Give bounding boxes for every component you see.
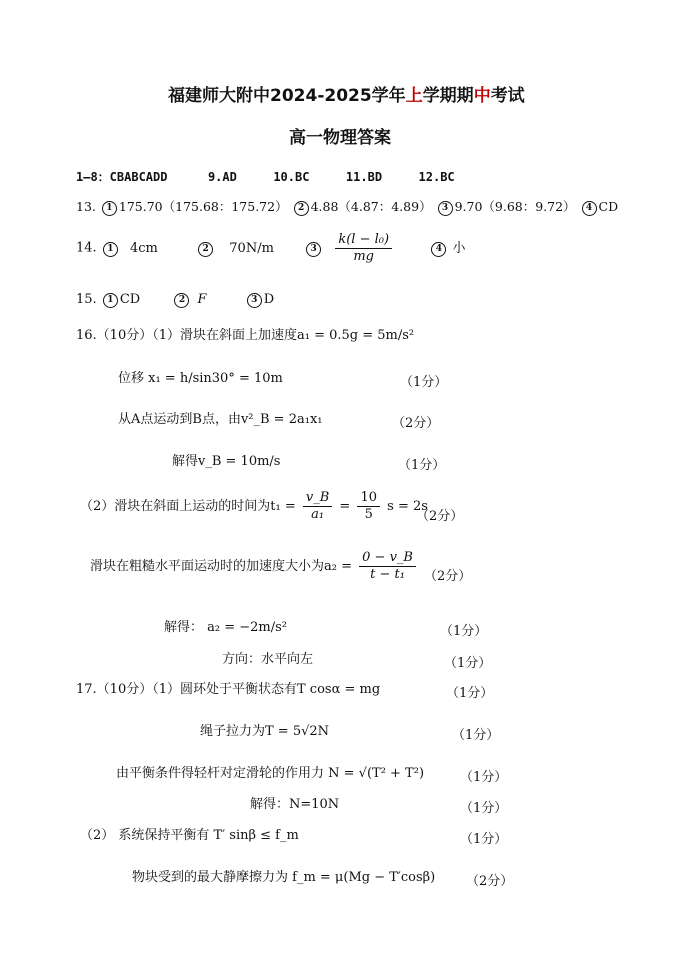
q13-line (76, 199, 618, 216)
q16-fraction-1 (303, 490, 332, 523)
answers-1-12 (76, 169, 455, 185)
q16-score-2: （1分） (400, 375, 448, 390)
title-highlight-2: 中 (473, 86, 491, 106)
q13-answer-4: CD (598, 199, 619, 214)
circled-number-2: 2 (174, 293, 189, 308)
q13-number: 13. (76, 199, 96, 214)
q16-line-5-text: （2）滑块在斜面上运动的时间为t₁ = (80, 499, 296, 514)
circled-number-4: 4 (431, 242, 446, 257)
q16-line-8: 方向：水平向左 (222, 652, 314, 667)
fraction-numerator: 10 (357, 490, 380, 507)
q16-line-7: 解得： a₂ = −2m/s² (164, 620, 288, 635)
q16-score-8: （1分） (444, 656, 492, 671)
q14-answer-3-fraction (335, 232, 392, 265)
title-part3: 考试 (490, 86, 525, 106)
page-subtitle: 高一物理答案 (289, 128, 391, 148)
circled-number-2: 2 (198, 242, 213, 257)
q16-fraction-3 (359, 550, 416, 583)
q13-answer-2: 4.88（4.87：4.89） (310, 199, 432, 214)
title-highlight-1: 上 (405, 86, 423, 106)
fraction-denominator: 5 (364, 507, 373, 522)
fraction-denominator: t − t₁ (370, 567, 405, 582)
q15-answer-2: F (197, 292, 207, 307)
q16-line-2: 位移 x₁ = h/sin30° = 10m (118, 371, 283, 386)
q17-score-4: （1分） (460, 801, 508, 816)
circled-number-1: 1 (103, 242, 118, 257)
q17-line-1: 17.（10分）（1）圆环处于平衡状态有T cosα = mg (76, 682, 381, 697)
q14-answer-4: 小 (452, 241, 466, 256)
q17-score-6: （2分） (466, 874, 514, 889)
q16-score-7: （1分） (440, 624, 488, 639)
q17-line-5: （2） 系统保持平衡有 T′ sinβ ≤ f_m (80, 828, 299, 843)
q14-answer-1: 4cm (129, 241, 158, 256)
q17-line-3: 由平衡条件得轻杆对定滑轮的作用力 N = √(T² + T²) (116, 766, 425, 781)
q16-line-5 (80, 490, 428, 523)
q17-score-5: （1分） (460, 832, 508, 847)
title-part1: 福建师大附中2024-2025学年 (168, 86, 406, 106)
q16-score-5: （2分） (416, 509, 464, 524)
q16-score-3: （2分） (392, 416, 440, 431)
fraction-numerator: 0 − v_B (359, 550, 416, 567)
q16-fraction-2 (357, 490, 380, 523)
q17-score-1: （1分） (446, 686, 494, 701)
answer-1-8: 1—8：CBABCADD (76, 170, 168, 184)
q13-answer-1: 175.70（175.68：175.72） (118, 199, 288, 214)
fraction-numerator: k(l − l₀) (335, 232, 392, 249)
q16-line-6 (90, 550, 419, 583)
q14-number: 14. (76, 240, 97, 256)
q17-line-2: 绳子拉力为T = 5√2N (200, 724, 330, 739)
fraction-denominator: a₁ (311, 507, 325, 522)
fraction-denominator: mg (353, 249, 375, 264)
answer-10: 10.BC (273, 170, 310, 184)
q15-line (76, 292, 274, 308)
q17-score-2: （1分） (452, 728, 500, 743)
q15-number: 15. (76, 292, 97, 307)
q16-line-6-text: 滑块在粗糙水平面运动时的加速度大小为a₂ = (90, 559, 352, 574)
circled-number-4: 4 (582, 201, 597, 216)
answer-9: 9.AD (207, 170, 237, 184)
fraction-numerator: v_B (303, 490, 332, 507)
page-title (168, 88, 525, 104)
circled-number-1: 1 (102, 201, 117, 216)
q14-answer-2: 70N/m (229, 241, 274, 256)
circled-number-3: 3 (306, 242, 321, 257)
q17-line-4: 解得：N=10N (250, 797, 340, 812)
circled-number-1: 1 (103, 293, 118, 308)
q16-line-4: 解得v_B = 10m/s (172, 454, 281, 469)
q16-score-4: （1分） (398, 458, 446, 473)
q17-line-6: 物块受到的最大静摩擦力为 f_m = μ(Mg − T′cosβ) (132, 870, 436, 885)
q16-line-1: 16.（10分）（1）滑块在斜面上加速度a₁ = 0.5g = 5m/s² (76, 328, 415, 343)
q15-answer-1: CD (119, 292, 141, 307)
q16-score-6: （2分） (424, 569, 472, 584)
circled-number-3: 3 (438, 201, 453, 216)
answer-12: 12.BC (418, 170, 455, 184)
q16-equals: = (339, 499, 351, 514)
circled-number-2: 2 (294, 201, 309, 216)
q14-line (76, 232, 465, 265)
q17-score-3: （1分） (460, 770, 508, 785)
q13-answer-3: 9.70（9.68：9.72） (454, 199, 576, 214)
answer-11: 11.BD (345, 170, 383, 184)
q16-line-3: 从A点运动到B点，由v²_B = 2a₁x₁ (118, 412, 323, 427)
q16-line-5-result: s = 2s (387, 499, 428, 514)
circled-number-3: 3 (247, 293, 262, 308)
title-part2: 学期期 (422, 86, 474, 106)
q15-answer-3: D (263, 292, 275, 307)
